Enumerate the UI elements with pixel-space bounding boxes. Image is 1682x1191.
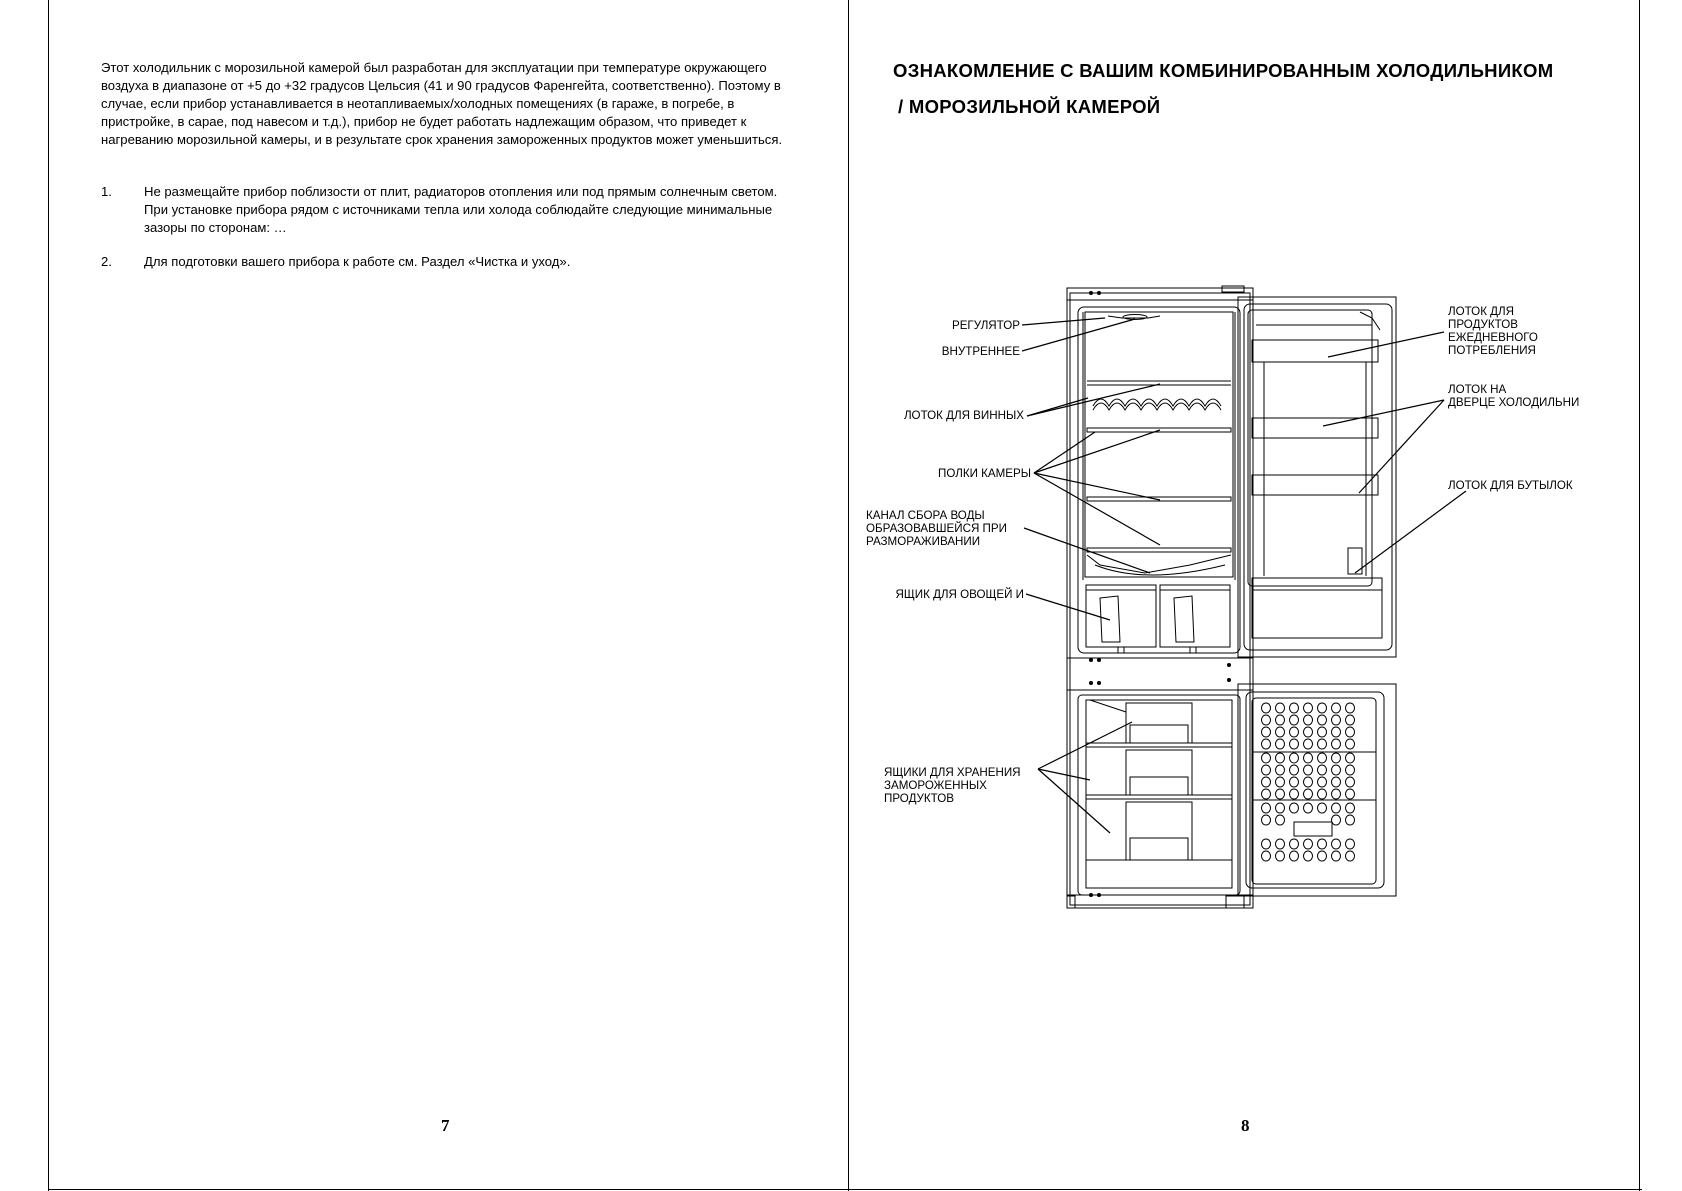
ice-pattern-oval xyxy=(1276,765,1285,775)
ice-pattern-oval xyxy=(1318,727,1327,737)
ice-pattern-oval xyxy=(1318,803,1327,813)
ice-pattern-oval xyxy=(1346,851,1355,861)
label-line: ПОТРЕБЛЕНИЯ xyxy=(1448,344,1536,357)
label-line: ЛОТОК НА xyxy=(1448,383,1507,396)
ice-pattern-oval xyxy=(1262,789,1271,799)
list-item-number: 2. xyxy=(101,254,112,269)
ice-pattern-oval xyxy=(1346,777,1355,787)
ice-pattern-oval xyxy=(1318,851,1327,861)
ice-pattern-oval xyxy=(1332,727,1341,737)
ice-pattern-oval xyxy=(1332,803,1341,813)
label-door-tray xyxy=(1448,383,1579,409)
ice-pattern-oval xyxy=(1304,851,1313,861)
label-water-channel xyxy=(866,509,1007,548)
ice-pattern-oval xyxy=(1290,753,1299,763)
list-item-number: 1. xyxy=(101,184,112,199)
label-daily-tray xyxy=(1448,305,1538,357)
ice-pattern-oval xyxy=(1346,815,1355,825)
ice-pattern-oval xyxy=(1304,753,1313,763)
label-line: ЗАМОРОЖЕННЫХ xyxy=(884,779,987,792)
ice-pattern-oval xyxy=(1262,727,1271,737)
page-number: 7 xyxy=(441,1116,450,1135)
ice-pattern-oval xyxy=(1332,753,1341,763)
freezer-door xyxy=(1238,684,1396,896)
ice-pattern-oval xyxy=(1318,715,1327,725)
ice-pattern-oval xyxy=(1262,715,1271,725)
ice-pattern-oval xyxy=(1304,765,1313,775)
ice-pattern-oval xyxy=(1318,703,1327,713)
label-freezer-drawers xyxy=(884,766,1021,805)
ice-pattern-oval xyxy=(1276,803,1285,813)
ice-pattern-oval xyxy=(1290,851,1299,861)
ice-pattern-oval xyxy=(1332,703,1341,713)
label-line: ЯЩИКИ ДЛЯ ХРАНЕНИЯ xyxy=(884,766,1021,779)
ice-pattern-oval xyxy=(1346,753,1355,763)
ice-pattern-oval xyxy=(1318,753,1327,763)
freezer-compartment xyxy=(1078,695,1240,895)
page-number: 8 xyxy=(1241,1116,1250,1135)
ice-pattern-oval xyxy=(1318,739,1327,749)
label-line: ДВЕРЦЕ ХОЛОДИЛЬНИ xyxy=(1448,396,1580,409)
label-line: ЛОТОК ДЛЯ xyxy=(1448,305,1515,318)
ice-pattern-oval xyxy=(1318,789,1327,799)
label-veg-drawer: ЯЩИК ДЛЯ ОВОЩЕЙ И xyxy=(895,588,1024,601)
label-line: РАЗМОРАЖИВАНИИ xyxy=(866,535,981,548)
fridge-compartment xyxy=(1078,307,1240,653)
ice-pattern-oval xyxy=(1332,815,1341,825)
ice-pattern-oval xyxy=(1276,715,1285,725)
ice-pattern-oval xyxy=(1262,803,1271,813)
label-regulator: РЕГУЛЯТОР xyxy=(951,319,1020,332)
label-line: КАНАЛ СБОРА ВОДЫ xyxy=(866,509,985,522)
ice-pattern-oval xyxy=(1290,765,1299,775)
ice-pattern-oval xyxy=(1304,715,1313,725)
ice-pattern-oval xyxy=(1332,739,1341,749)
ice-pattern-oval xyxy=(1276,789,1285,799)
list-item-text: Для подготовки вашего прибора к работе см. Раздел «Чистка и уход». xyxy=(144,254,571,269)
page-title-line-2: / МОРОЗИЛЬНОЙ КАМЕРОЙ xyxy=(898,96,1161,117)
ice-pattern-oval xyxy=(1290,803,1299,813)
ice-pattern-oval xyxy=(1262,851,1271,861)
ice-pattern-oval xyxy=(1304,839,1313,849)
ice-pattern-oval xyxy=(1346,789,1355,799)
intro-paragraph: Этот холодильник с морозильной камерой был разработан для эксплуатации при температуре окружающего воздуха в диапазоне от +5 до +32 градусов Цельсия (41 и 90 градусов Фаренгейта, соответственно). Поэтому в случае, если прибор устанавливается в неотапливаемых/холодных помещениях (в гараже, в погребе, в пристройке, в сарае, под навесом и т.д.), прибор не будет работать надлежащим образом, что приведет к нагреванию морозильной камеры, и в результате срок хранения замороженных продуктов может уменьшиться. xyxy=(101,60,783,147)
ice-pattern-oval xyxy=(1304,727,1313,737)
ice-pattern-oval xyxy=(1346,727,1355,737)
ice-pattern-oval xyxy=(1304,777,1313,787)
ice-pattern-oval xyxy=(1318,777,1327,787)
ice-pattern-oval xyxy=(1276,839,1285,849)
ice-pattern-oval xyxy=(1346,839,1355,849)
label-line: ЕЖЕДНЕВНОГО xyxy=(1448,331,1538,344)
ice-pattern-oval xyxy=(1290,777,1299,787)
ice-pattern-oval xyxy=(1262,753,1271,763)
page-title-line-1: ОЗНАКОМЛЕНИЕ С ВАШИМ КОМБИНИРОВАННЫМ ХОЛОДИЛЬНИКОМ xyxy=(893,60,1554,81)
ice-pattern-oval xyxy=(1262,839,1271,849)
ice-pattern-oval xyxy=(1276,753,1285,763)
ice-pattern-oval xyxy=(1276,727,1285,737)
ice-pattern-oval xyxy=(1262,703,1271,713)
label-shelves: ПОЛКИ КАМЕРЫ xyxy=(937,467,1031,480)
ice-pattern-oval xyxy=(1304,803,1313,813)
ice-pattern-oval xyxy=(1332,765,1341,775)
ice-pattern-oval xyxy=(1290,715,1299,725)
label-line: ПРОДУКТОВ xyxy=(1448,318,1518,331)
ice-pattern-oval xyxy=(1304,703,1313,713)
ice-pattern-oval xyxy=(1290,727,1299,737)
ice-pattern-oval xyxy=(1332,777,1341,787)
ice-pattern-oval xyxy=(1276,851,1285,861)
ice-pattern-oval xyxy=(1346,703,1355,713)
ice-pattern-oval xyxy=(1304,739,1313,749)
fridge-door xyxy=(1238,297,1396,657)
label-line: ПРОДУКТОВ xyxy=(884,792,954,805)
ice-pattern-oval xyxy=(1346,765,1355,775)
ice-pattern-oval xyxy=(1346,715,1355,725)
ice-pattern-oval xyxy=(1276,815,1285,825)
label-internal: ВНУТРЕННЕЕ xyxy=(941,345,1020,358)
label-bottle-tray: ЛОТОК ДЛЯ БУТЫЛОК xyxy=(1448,479,1573,492)
label-wine-tray: ЛОТОК ДЛЯ ВИННЫХ xyxy=(903,409,1024,422)
ice-pattern-oval xyxy=(1318,839,1327,849)
ice-pattern-oval xyxy=(1262,765,1271,775)
ice-pattern-oval xyxy=(1332,839,1341,849)
ice-pattern-oval xyxy=(1262,815,1271,825)
label-line: ОБРАЗОВАВШЕЙСЯ ПРИ xyxy=(866,522,1007,535)
ice-pattern-oval xyxy=(1332,851,1341,861)
ice-pattern-oval xyxy=(1262,777,1271,787)
ice-pattern-oval xyxy=(1276,739,1285,749)
ice-pattern-oval xyxy=(1290,739,1299,749)
ice-pattern-oval xyxy=(1276,777,1285,787)
ice-pattern-oval xyxy=(1332,789,1341,799)
ice-pattern-oval xyxy=(1290,703,1299,713)
list-item-text: Не размещайте прибор поблизости от плит, радиаторов отопления или под прямым солнечным светом. При установке прибора рядом с источниками тепла или холода соблюдайте следующие минимальные зазоры по сторонам: … xyxy=(144,184,778,235)
ice-pattern-oval xyxy=(1332,715,1341,725)
ice-pattern-oval xyxy=(1318,765,1327,775)
ice-pattern-oval xyxy=(1346,803,1355,813)
ice-pattern-oval xyxy=(1276,703,1285,713)
ice-pattern-oval xyxy=(1290,789,1299,799)
ice-pattern-oval xyxy=(1262,739,1271,749)
ice-pattern-oval xyxy=(1304,789,1313,799)
ice-pattern-oval xyxy=(1346,739,1355,749)
ice-pattern-oval xyxy=(1290,839,1299,849)
